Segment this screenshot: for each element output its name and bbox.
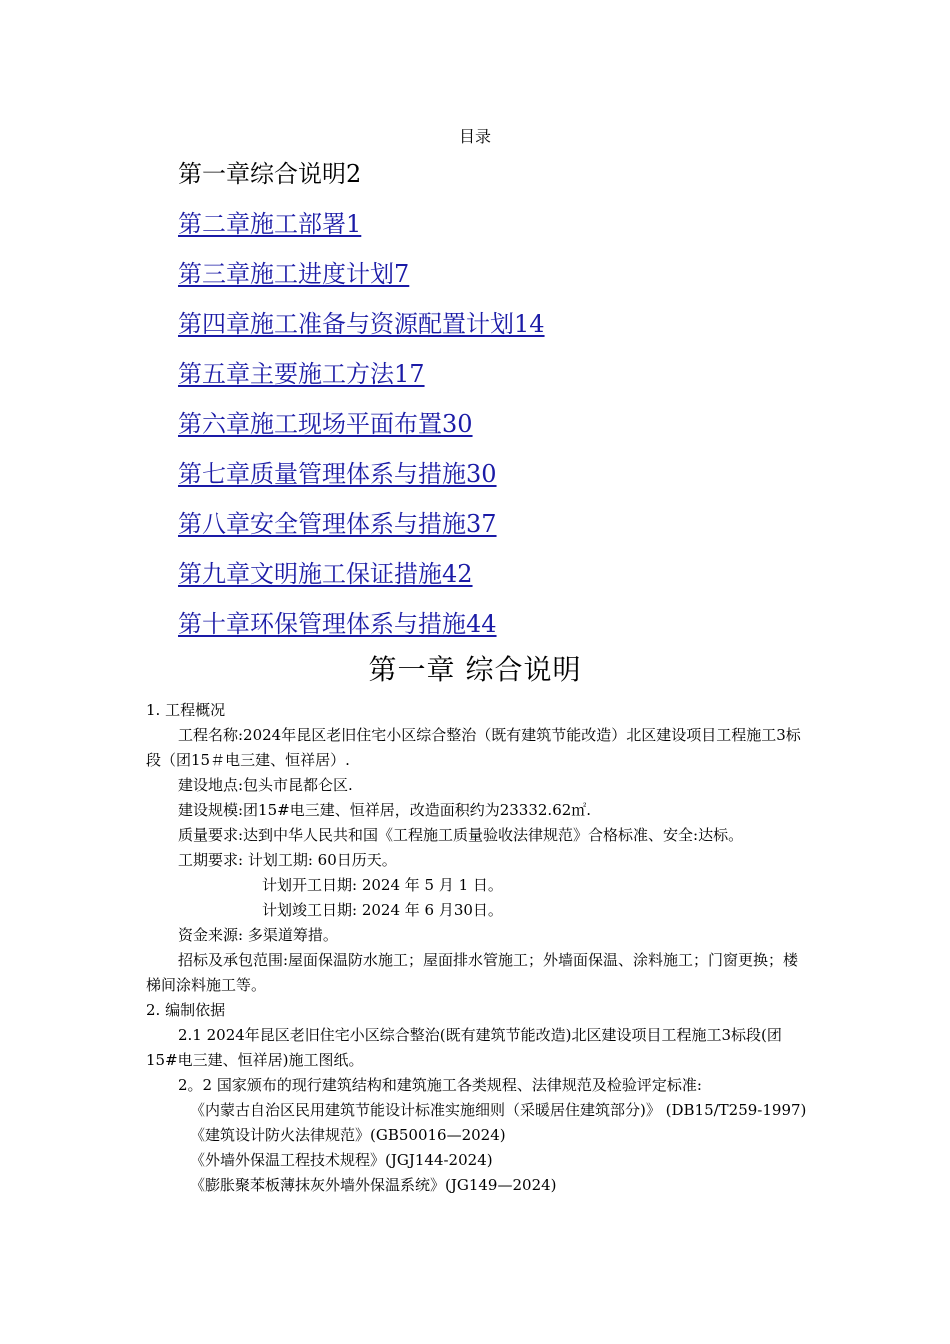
- toc-link[interactable]: 第八章安全管理体系与措施37: [178, 510, 497, 538]
- chapter-heading: 第一章 综合说明: [368, 653, 582, 686]
- project-scale: 建设规模:团15#电三建、恒祥居，改造面积约为23332.62㎡.: [178, 801, 592, 819]
- toc-item: [178, 156, 545, 206]
- contract-scope: 招标及承包范围:屋面保温防水施工；屋面排水管施工；外墙面保温、涂料施工；门窗更换；楼梯间涂料施工等。: [146, 951, 799, 994]
- standard-item: 《外墙外保温工程技术规程》(JGJ144-2024): [190, 1151, 493, 1169]
- toc-item[interactable]: [178, 606, 545, 656]
- section-title: 2. 编制依据: [146, 1001, 226, 1019]
- project-name: 工程名称:2024年昆区老旧住宅小区综合整治（既有建筑节能改造）北区建设项目工程施工3标段（团15＃电三建、恒祥居）.: [146, 726, 801, 769]
- toc-link[interactable]: 第五章主要施工方法17: [178, 360, 425, 388]
- toc-link[interactable]: 第九章文明施工保证措施42: [178, 560, 473, 588]
- basis-item: 2。2 国家颁布的现行建筑结构和建筑施工各类规程、法律规范及检验评定标准:: [178, 1076, 702, 1094]
- table-of-contents: [178, 156, 545, 656]
- toc-link[interactable]: 第七章质量管理体系与措施30: [178, 460, 497, 488]
- planned-start-date: 计划开工日期: 2024 年 5 月 1 日。: [262, 876, 503, 894]
- toc-link[interactable]: 第十章环保管理体系与措施44: [178, 610, 497, 638]
- toc-link[interactable]: 第三章施工进度计划7: [178, 260, 410, 288]
- chapter-body: [146, 698, 812, 1198]
- standard-item: 《建筑设计防火法律规范》(GB50016—2024): [190, 1126, 506, 1144]
- toc-item[interactable]: [178, 406, 545, 456]
- construction-period: 工期要求: 计划工期: 60日历天。: [178, 851, 397, 869]
- funding-source: 资金来源: 多渠道筹措。: [178, 926, 338, 944]
- standard-item: 《膨胀聚苯板薄抹灰外墙外保温系统》(JG149—2024): [190, 1176, 557, 1194]
- toc-item[interactable]: [178, 256, 545, 306]
- toc-item-label: 第一章综合说明2: [178, 160, 362, 188]
- toc-item[interactable]: [178, 306, 545, 356]
- toc-link[interactable]: 第二章施工部署1: [178, 210, 362, 238]
- toc-title: 目录: [458, 127, 491, 146]
- toc-item[interactable]: [178, 356, 545, 406]
- toc-item[interactable]: [178, 556, 545, 606]
- toc-item[interactable]: [178, 456, 545, 506]
- quality-requirement: 质量要求:达到中华人民共和国《工程施工质量验收法律规范》合格标准、安全:达标。: [178, 826, 744, 844]
- toc-link[interactable]: 第六章施工现场平面布置30: [178, 410, 473, 438]
- basis-item: 2.1 2024年昆区老旧住宅小区综合整治(既有建筑节能改造)北区建设项目工程施工3标段(团15#电三建、恒祥居)施工图纸。: [146, 1026, 782, 1069]
- project-location: 建设地点:包头市昆都仑区.: [178, 776, 353, 794]
- toc-item[interactable]: [178, 206, 545, 256]
- toc-item[interactable]: [178, 506, 545, 556]
- toc-link[interactable]: 第四章施工准备与资源配置计划14: [178, 310, 545, 338]
- section-title: 1. 工程概况: [146, 701, 226, 719]
- standard-item: 《内蒙古自治区民用建筑节能设计标准实施细则（采暖居住建筑部分)》 (DB15/T259-1997): [190, 1101, 807, 1119]
- planned-end-date: 计划竣工日期: 2024 年 6 月30日。: [262, 901, 503, 919]
